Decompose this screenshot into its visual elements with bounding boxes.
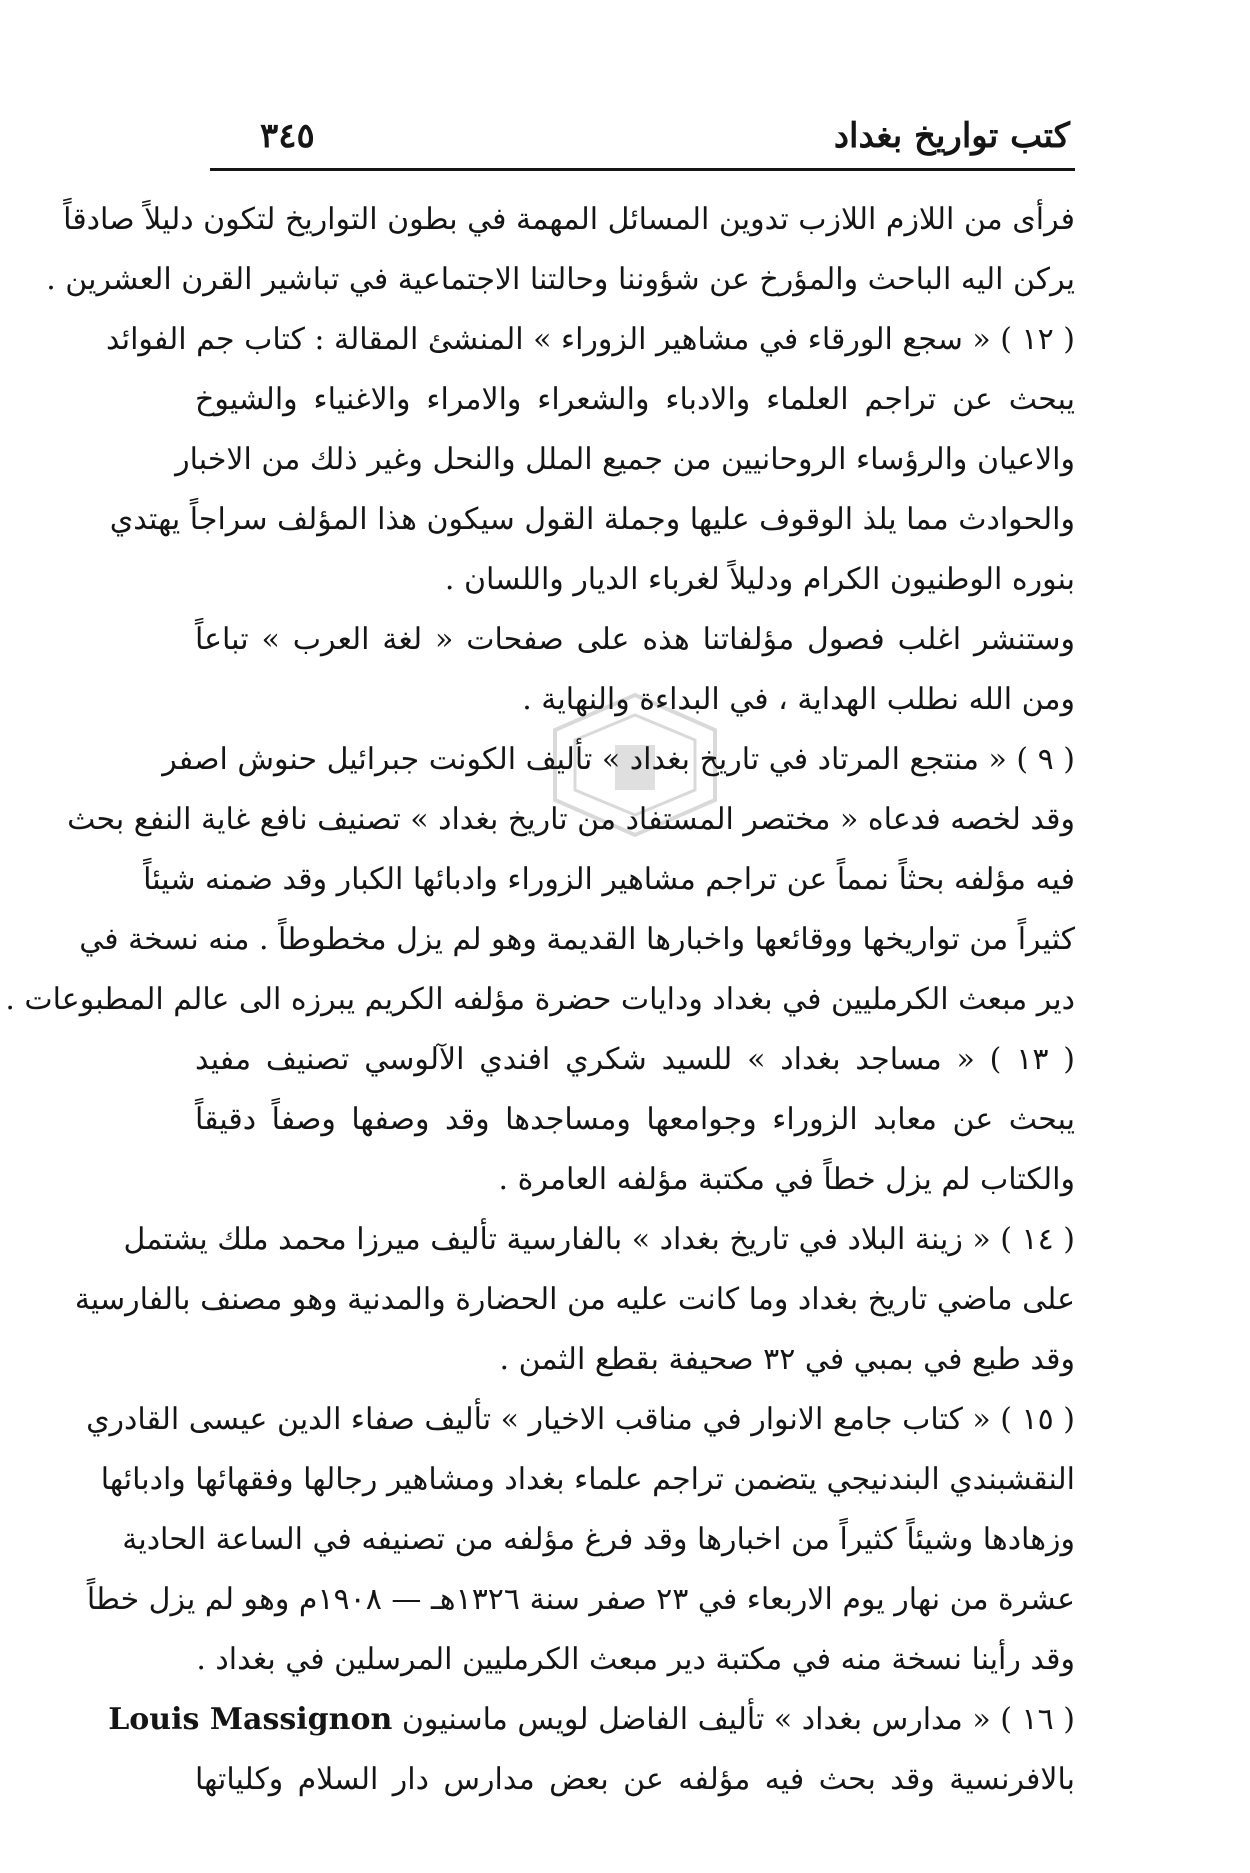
- text-line: وقد طبع في بمبي في ٣٢ صحيفة بقطع الثمن .: [499, 1342, 1075, 1377]
- text-line: يبحث عن تراجم العلماء والادباء والشعراء والامراء والاغنياء والشيوخ: [195, 382, 1075, 417]
- page-header: [210, 112, 1070, 172]
- text-line: والاعيان والرؤساء الروحانيين من جميع الملل والنحل وغير ذلك من الاخبار: [175, 442, 1075, 477]
- text-line: ومن الله نطلب الهداية ، في البداءة والنهاية .: [522, 682, 1075, 717]
- text-line: وستنشر اغلب فصول مؤلفاتنا هذه على صفحات « لغة العرب » تباعاً: [195, 622, 1075, 657]
- latin-name: Louis Massignon: [108, 1702, 393, 1737]
- text-line: فيه مؤلفه بحثاً نمماً عن تراجم مشاهير الزوراء وادبائها الكبار وقد ضمنه شيئاً: [143, 862, 1075, 897]
- text-line: والكتاب لم يزل خطاً في مكتبة مؤلفه العامرة .: [498, 1162, 1075, 1197]
- text-line: ( ١٢ ) « سجع الورقاء في مشاهير الزوراء » المنشئ المقالة : كتاب جم الفوائد: [105, 322, 1075, 357]
- text-line: ( ١٣ ) « مساجد بغداد » للسيد شكري افندي الآلوسي تصنيف مفيد: [195, 1042, 1075, 1077]
- text-line: بالافرنسية وقد بحث فيه مؤلفه عن بعض مدارس دار السلام وكلياتها: [195, 1762, 1075, 1797]
- text-line: النقشبندي البندنيجي يتضمن تراجم علماء بغداد ومشاهير رجالها وفقهائها وادبائها: [100, 1462, 1075, 1497]
- text-line: ( ١٥ ) « كتاب جامع الانوار في مناقب الاخيار » تأليف صفاء الدين عيسى القادري: [86, 1402, 1075, 1437]
- text-line: ( ١٤ ) « زينة البلاد في تاريخ بغداد » بالفارسية تأليف ميرزا محمد ملك يشتمل: [123, 1222, 1075, 1257]
- text-line: دير مبعث الكرمليين في بغداد ودايات حضرة مؤلفه الكريم يبرزه الى عالم المطبوعات .: [5, 982, 1075, 1017]
- text-line: وزهادها وشيئاً كثيراً من اخبارها وقد فرغ مؤلفه من تصنيفه في الساعة الحادية: [122, 1522, 1075, 1557]
- text-line: وقد لخصه فدعاه « مختصر المستفاد من تاريخ بغداد » تصنيف نافع غاية النفع بحث: [67, 802, 1075, 837]
- text-line: يركن اليه الباحث والمؤرخ عن شؤوننا وحالتنا الاجتماعية في تباشير القرن العشرين .: [46, 262, 1075, 297]
- text-line: والحوادث مما يلذ الوقوف عليها وجملة القول سيكون هذا المؤلف سراجاً يهتدي: [109, 502, 1075, 537]
- page-number: ٣٤٥: [260, 116, 315, 156]
- text-line: فرأى من اللازم اللازب تدوين المسائل المهمة في بطون التواريخ لتكون دليلاً صادقاً: [63, 202, 1075, 237]
- text-line: كثيراً من تواريخها ووقائعها واخبارها القديمة وهو لم يزل مخطوطاً . منه نسخة في: [79, 922, 1075, 957]
- header-rule: [210, 168, 1075, 171]
- text-segment: ( ١٦ ) « مدارس بغداد » تأليف الفاضل لويس ماسنيون: [401, 1702, 1075, 1737]
- text-line: يبحث عن معابد الزوراء وجوامعها ومساجدها وقد وصفها وصفاً دقيقاً: [195, 1102, 1075, 1137]
- text-line-with-latin: [108, 1690, 1075, 1750]
- body-text: [5, 190, 1075, 1810]
- text-line: ( ٩ ) « منتجع المرتاد في تاريخ بغداد » تأليف الكونت جبرائيل حنوش اصفر: [162, 742, 1075, 777]
- running-title: كتب تواريخ بغداد: [833, 116, 1070, 156]
- text-line: عشرة من نهار يوم الاربعاء في ٢٣ صفر سنة ١٣٢٦هـ — ١٩٠٨م وهو لم يزل خطاً: [86, 1582, 1075, 1617]
- text-line: وقد رأينا نسخة منه في مكتبة دير مبعث الكرمليين المرسلين في بغداد .: [196, 1642, 1075, 1677]
- text-line: بنوره الوطنيون الكرام ودليلاً لغرباء الديار واللسان .: [444, 562, 1075, 597]
- text-line: على ماضي تاريخ بغداد وما كانت عليه من الحضارة والمدنية وهو مصنف بالفارسية: [74, 1282, 1075, 1317]
